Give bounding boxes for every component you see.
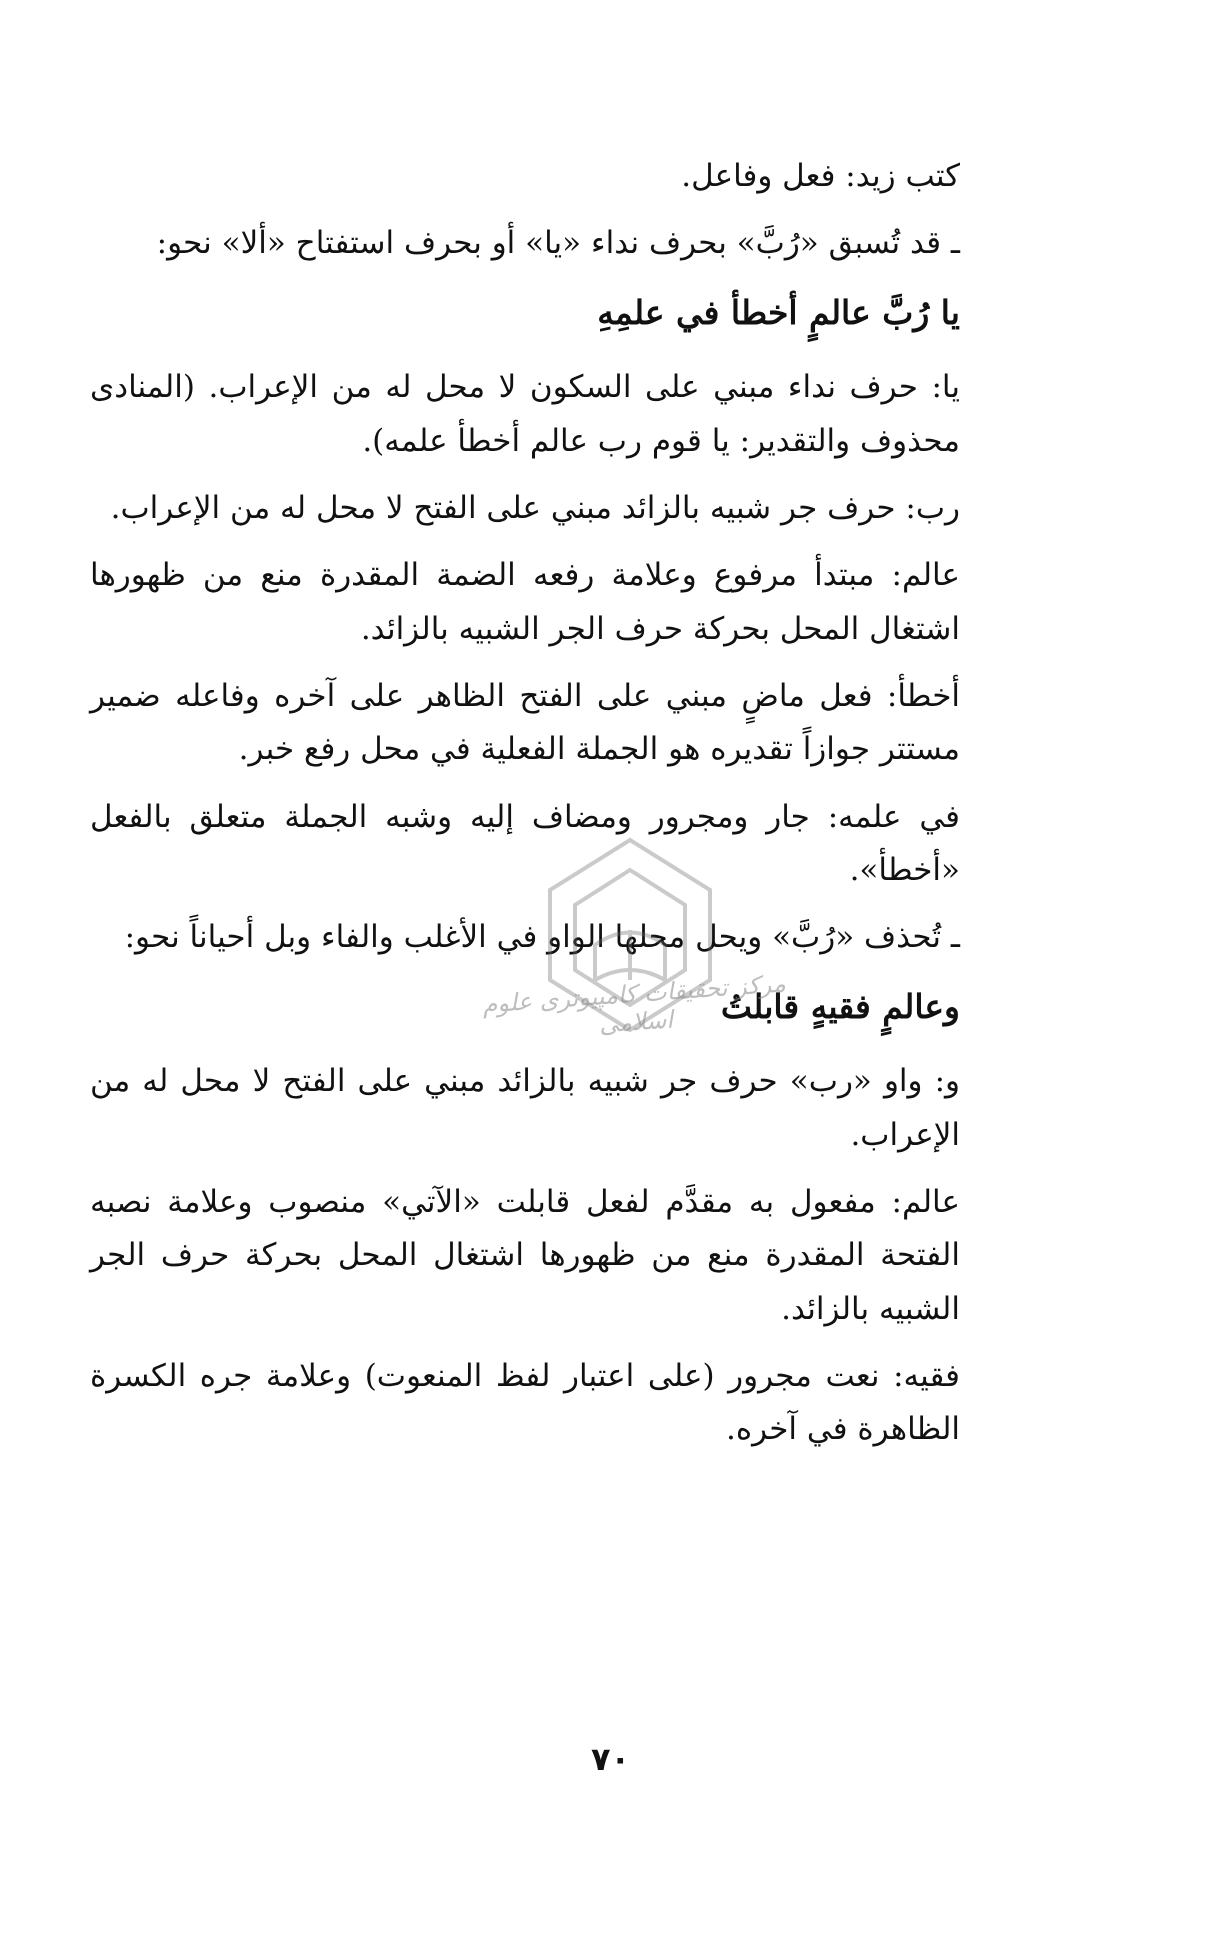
example-sentence-wa-alimin: وعالمٍ فقيهٍ قابلتُ: [720, 986, 960, 1026]
paragraph-rubba-deleted: ـ تُحذف «رُبَّ» ويحل محلها الواو في الأغلب والفاء وبل أحياناً نحو:: [124, 919, 960, 956]
page-body: [90, 150, 960, 1470]
paragraph-akhta-parsing: أخطأ: فعل ماضٍ مبني على الفتح الظاهر على آخره وفاعله ضمير مستتر جوازاً تقديره هو الجملة الفعلية في محل رفع خبر.: [90, 677, 960, 768]
example-sentence-ya-rubba: يا رُبَّ عالمٍ أخطأ في علمِهِ: [597, 292, 960, 332]
paragraph-alim-object-parsing: عالم: مفعول به مقدَّم لفعل قابلت «الآتي» منصوب وعلامة نصبه الفتحة المقدرة منع من ظهورها اشتغال المحل بحركة حرف الجر الشبيه بالزائد.: [90, 1183, 960, 1327]
paragraph-rubba-parsing: رب: حرف جر شبيه بالزائد مبني على الفتح لا محل له من الإعراب.: [110, 490, 960, 526]
paragraph-kataba-zaid: كتب زيد: فعل وفاعل.: [681, 158, 960, 194]
paragraph-fi-ilmihi-parsing: في علمه: جار ومجرور ومضاف إليه وشبه الجملة متعلق بالفعل «أخطأ».: [90, 798, 960, 888]
paragraph-ya-parsing: يا: حرف نداء مبني على السكون لا محل له من الإعراب. (المنادى محذوف والتقدير: يا قوم رب عالم أخطأ علمه).: [90, 369, 960, 459]
paragraph-waw-parsing: و: واو «رب» حرف جر شبيه بالزائد مبني على الفتح لا محل له من الإعراب.: [90, 1063, 960, 1153]
paragraph-alim-parsing: عالم: مبتدأ مرفوع وعلامة رفعه الضمة المقدرة منع من ظهورها اشتغال المحل بحركة حرف الجر الشبيه بالزائد.: [90, 557, 960, 647]
paragraph-rubba-preceded: ـ قد تُسبق «رُبَّ» بحرف نداء «يا» أو بحرف استفتاح «ألا» نحو:: [156, 225, 960, 262]
page-number: ٧٠: [590, 1740, 631, 1778]
paragraph-faqih-parsing: فقيه: نعت مجرور (على اعتبار لفظ المنعوت) وعلامة جره الكسرة الظاهرة في آخره.: [90, 1357, 960, 1448]
watermark-text: مركز تحقيقات كامپيوتری علوم اسلامی: [481, 969, 787, 1039]
